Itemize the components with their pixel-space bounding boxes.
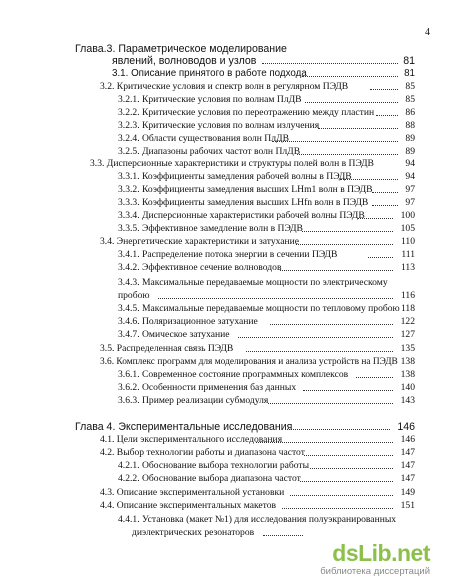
toc-leader-dots: [296, 244, 393, 245]
dslib-watermark: [320, 541, 430, 577]
toc-leader-dots: [318, 128, 398, 129]
toc-leader-dots: [290, 495, 393, 496]
toc-entry: [0, 434, 450, 446]
dslib-subtitle: библиотека диссертаций: [320, 566, 430, 577]
toc-leader-dots: [376, 115, 398, 116]
toc-entry-page: 149: [400, 487, 415, 498]
toc-leader-dots: [297, 154, 398, 155]
toc-entry-text: 3.3.4. Дисперсионные характеристики рабочей волны ПЭДВ: [118, 210, 365, 221]
toc-entry-text: пробою: [118, 290, 150, 301]
toc-leader-dots: [268, 403, 393, 404]
toc-entry-page: 94: [405, 171, 415, 182]
toc-entry-page: 116: [400, 290, 415, 301]
toc-entry: [0, 262, 450, 274]
toc-entry-text: 3.2.3. Критические условия по волнам излучения: [118, 120, 320, 131]
toc-entry: [0, 94, 450, 106]
toc-entry-page: 147: [400, 473, 415, 484]
toc-leader-dots: [246, 351, 393, 352]
toc-entry: [0, 171, 450, 183]
toc-entry-text: 4.2.1. Обоснование выбора технологии работы: [118, 460, 310, 471]
toc-chapter-4-heading: [0, 421, 450, 433]
toc-entry-page: 113: [400, 262, 415, 273]
toc-entry-text: 3.4.1. Распределение потока энергии в сечении ПЭДВ: [118, 249, 338, 260]
toc-entry-text: 3.3.3. Коэффициенты замедления высших LHfn волн в ПЭДВ: [118, 197, 369, 208]
toc-entry: [0, 343, 450, 355]
toc-leader-dots: [158, 298, 393, 299]
toc-entry-text: 3.6.1. Современное состояние программных комплексов: [118, 369, 349, 380]
toc-entry-text: 3.1. Описание принятого в работе подхода: [112, 68, 307, 79]
toc-chapter-3-heading-cont: [0, 55, 450, 67]
toc-entry-text: Глава.3. Параметрическое моделирование: [75, 43, 287, 55]
dslib-logo: dsLib.net: [332, 540, 430, 566]
toc-entry-page: 146: [400, 434, 415, 445]
toc-entry-text: 3.2. Критические условия и спектр волн в регулярном ПЭДВ: [100, 81, 349, 92]
toc-leader-dots: [372, 205, 398, 206]
toc-leader-dots: [280, 270, 393, 271]
toc-entry-page: 85: [405, 81, 415, 92]
toc-leader-dots: [263, 535, 303, 536]
toc-leader-dots: [262, 63, 398, 64]
toc-entry: [0, 184, 450, 196]
toc-entry-page: 85: [405, 94, 415, 105]
toc-entry-text: 3.4.6. Поляризационное затухание: [118, 316, 258, 327]
toc-chapter-3-heading: [0, 43, 450, 55]
toc-entry: [0, 68, 450, 80]
toc-entry-cont: [0, 290, 450, 302]
toc-entry: [0, 316, 450, 328]
toc-entry-page: 140: [400, 382, 415, 393]
toc-leader-dots: [282, 508, 393, 509]
toc-entry-text: 3.3.1. Коэффициенты замедления рабочей волны в ПЭДВ: [118, 171, 352, 182]
toc-entry-page: 110: [400, 236, 415, 247]
toc-entry-page: 138: [400, 356, 415, 367]
toc-entry-page: 151: [400, 500, 415, 511]
toc-leader-dots: [272, 141, 398, 142]
toc-entry: [0, 514, 450, 526]
toc-entry: [0, 81, 450, 93]
toc-entry-cont: [0, 527, 450, 539]
toc-entry-text: 4.2.2. Обоснование выбора диапазона частот: [118, 473, 301, 484]
toc-entry-page: 138: [400, 369, 415, 380]
toc-entry: [0, 236, 450, 248]
toc-leader-dots: [302, 231, 393, 232]
toc-entry-text: явлений, волноводов и узлов: [112, 55, 257, 67]
toc-entry-text: 4.1. Цели экспериментального исследования: [100, 434, 283, 445]
toc-entry-text: 3.2.4. Области существования волн ПлДВ: [118, 133, 289, 144]
toc-entry: [0, 277, 450, 289]
toc-entry-text: 4.4. Описание экспериментальных макетов: [100, 500, 277, 511]
toc-entry-text: 3.6.2. Особенности применения баз данных: [118, 382, 297, 393]
toc-entry-page: 146: [397, 421, 415, 433]
toc-entry-page: 81: [403, 55, 415, 67]
toc-entry-text: 4.3. Описание экспериментальной установки: [100, 487, 285, 498]
toc-entry: [0, 133, 450, 145]
toc-entry-page: 147: [400, 460, 415, 471]
toc-entry-text: 3.4.7. Омическое затухание: [118, 329, 230, 340]
toc-leader-dots: [256, 442, 393, 443]
toc-entry: [0, 249, 450, 261]
toc-entry-page: 118: [400, 303, 415, 314]
toc-entry-text: диэлектрических резонаторов: [132, 527, 255, 538]
toc-leader-dots: [340, 179, 398, 180]
toc-entry-page: 81: [404, 68, 415, 79]
toc-entry-page: 122: [400, 316, 415, 327]
toc-leader-dots: [238, 337, 393, 338]
toc-entry-page: 88: [405, 120, 415, 131]
toc-entry-page: 94: [405, 158, 415, 169]
toc-entry-page: 89: [405, 133, 415, 144]
toc-entry-text: 4.2. Выбор технологии работы и диапазона частот: [100, 447, 305, 458]
toc-entry: [0, 223, 450, 235]
toc-entry-text: 4.4.1. Установка (макет №1) для исследования полуэкранированных: [118, 514, 397, 525]
toc-leader-dots: [270, 324, 393, 325]
toc-entry: [0, 107, 450, 119]
toc-entry: [0, 356, 450, 368]
toc-entry-text: 3.4.3. Максимальные передаваемые мощности по электрическому: [118, 277, 388, 288]
toc-entry-page: 147: [400, 447, 415, 458]
toc-entry-page: 97: [405, 197, 415, 208]
toc-entry-text: 3.5. Распределенная связь ПЭДВ: [100, 343, 234, 354]
toc-entry: [0, 369, 450, 381]
toc-entry-page: 135: [400, 343, 415, 354]
toc-leader-dots: [285, 429, 390, 430]
toc-leader-dots: [356, 377, 393, 378]
toc-entry: [0, 303, 450, 315]
toc-entry-page: 100: [400, 210, 415, 221]
toc-entry-text: 3.6. Комплекс программ для моделирования и анализа устройств на ПЭДВ: [100, 357, 398, 367]
toc-entry-text: 3.3.5. Эффективное замедление волн в ПЭДВ: [118, 223, 303, 234]
toc-leader-dots: [370, 89, 398, 90]
toc-entry: [0, 447, 450, 459]
toc-entry-page: 143: [400, 395, 415, 406]
toc-entry-page: 111: [401, 249, 415, 260]
toc-entry-text: 3.6.3. Пример реализации субмодуля: [118, 395, 269, 406]
toc-entry-page: 105: [400, 223, 415, 234]
toc-entry-text: 3.2.1. Критические условия по волнам ПлДВ: [118, 94, 302, 105]
toc-entry-page: 127: [400, 329, 415, 340]
toc-entry-page: 97: [405, 184, 415, 195]
toc-entry-text: 3.3. Дисперсионные характеристики и структуры полей волн в ПЭДВ: [90, 158, 374, 169]
toc-entry-text: Глава 4. Экспериментальные исследования: [75, 421, 293, 433]
toc-leader-dots: [368, 257, 393, 258]
toc-entry: [0, 197, 450, 209]
toc-entry-text: 3.4.5. Максимальные передаваемые мощности по тепловому пробою: [118, 303, 400, 314]
toc-entry: [0, 329, 450, 341]
page-number: 4: [425, 27, 430, 38]
toc-leader-dots: [302, 76, 398, 77]
toc-entry-text: 3.4.2. Эффективное сечение волноводов: [118, 262, 282, 273]
toc-entry: [0, 487, 450, 499]
toc-entry: [0, 120, 450, 132]
toc-entry: [0, 473, 450, 485]
toc-entry: [0, 210, 450, 222]
toc-entry: [0, 382, 450, 394]
toc-entry-text: 3.2.5. Диапазоны рабочих частот волн ПлДВ: [118, 146, 301, 157]
toc-leader-dots: [300, 481, 393, 482]
toc-leader-dots: [372, 192, 398, 193]
toc-leader-dots: [303, 390, 393, 391]
toc-entry: [0, 158, 450, 170]
toc-entry: [0, 146, 450, 158]
toc-entry-page: 89: [405, 146, 415, 157]
toc-entry: [0, 500, 450, 512]
toc-entry-text: 3.2.2. Критические условия по переотражению между пластин: [118, 107, 375, 118]
toc-leader-dots: [310, 468, 393, 469]
toc-entry: [0, 395, 450, 407]
toc-entry-text: 3.4. Энергетические характеристики и затухание: [100, 236, 300, 247]
toc-entry-text: 3.3.2. Коэффициенты замедления высших LHm1 волн в ПЭДВ: [118, 184, 373, 195]
toc-leader-dots: [304, 455, 393, 456]
toc-entry-page: 86: [405, 107, 415, 118]
toc-leader-dots: [358, 218, 393, 219]
toc-leader-dots: [305, 102, 398, 103]
toc-entry: [0, 460, 450, 472]
